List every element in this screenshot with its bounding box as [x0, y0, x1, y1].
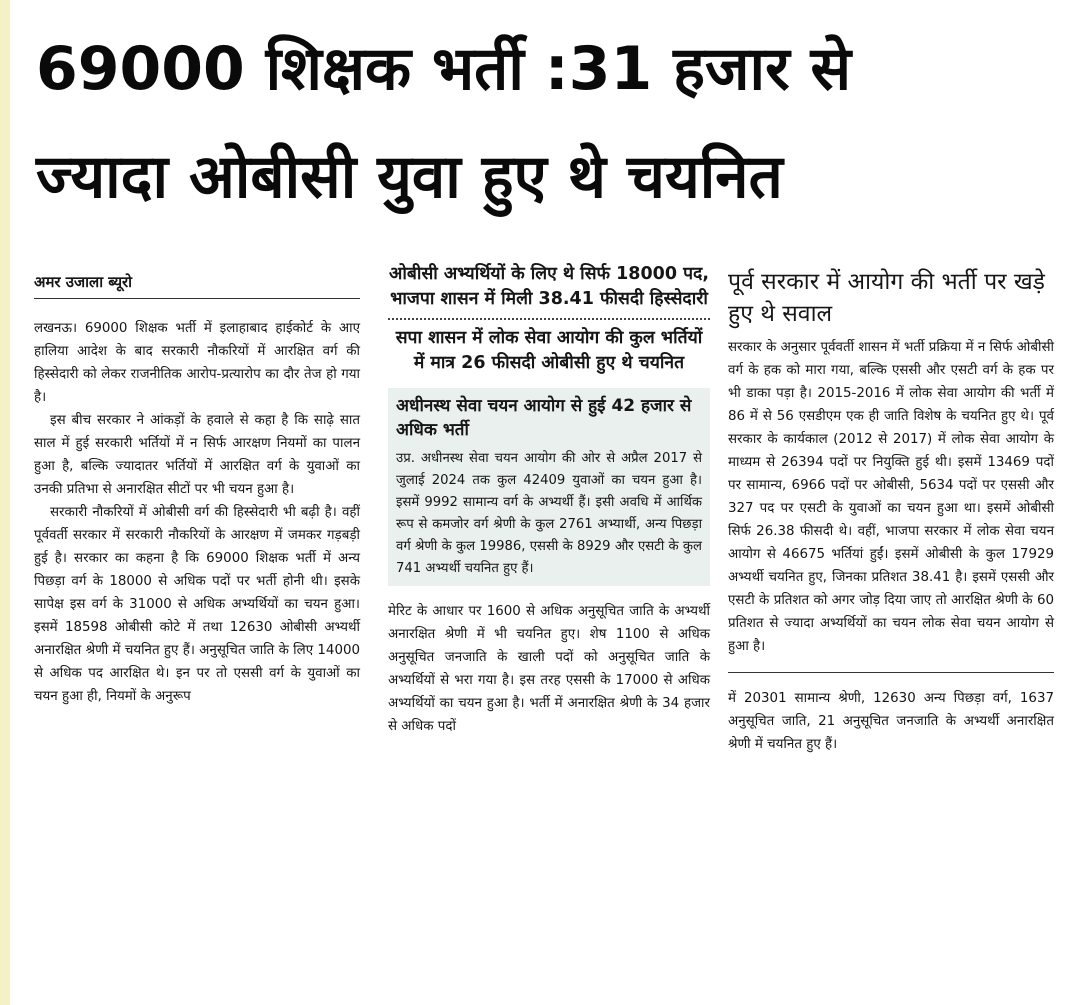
paragraph-2: इस बीच सरकार ने आंकड़ों के हवाले से कहा है कि साढ़े सात साल में हुई सरकारी भर्तियों में न सिर्फ आरक्षण नियमों का पालन हुआ है, बल्कि ज्यादातर भर्तियों में आरक्षित वर्ग के युवाओं का उनकी प्रतिभा से अनारक्षित सीटों पर भी चयन हुआ है।	[34, 413, 360, 497]
column-3	[728, 262, 1054, 756]
byline-rule	[34, 298, 360, 299]
column-3-text-2: में 20301 सामान्य श्रेणी, 12630 अन्य पिछड़ा वर्ग, 1637 अनुसूचित जाति, 21 अनुसूचित जनजाति के अभ्यर्थी अनारक्षित श्रेणी में चयनित हुए हैं।	[728, 691, 1054, 752]
byline: अमर उजाला ब्यूरो	[34, 273, 133, 291]
column-3-text: सरकार के अनुसार पूर्ववर्ती शासन में भर्ती प्रक्रिया में न सिर्फ ओबीसी वर्ग के हक को मारा गया, बल्कि एससी और एसटी वर्ग के हक पर भी डाका पड़ा है। 2015-2016 में लोक सेवा आयोग की भर्ती में 86 में से 56 एसडीएम एक ही जाति विशेष के चयनित हुए थे। पूर्व सरकार के कार्यकाल (2012 से 2017) में लोक सेवा आयोग के माध्यम से 26394 पदों पर नियुक्ति हुई थी। इसमें 13469 पदों पर सामान्य, 6966 पदों पर ओबीसी, 5634 पदों पर एससी और 327 पद पर एसटी के युवाओं का चयन हुआ था। इसमें ओबीसी सिर्फ 26.38 फीसदी थे। वहीं, भाजपा सरकार में लोक सेवा चयन आयोग से 46675 भर्तियां हुईं। इसमें ओबीसी के कुल 17929 अभ्यर्थी चयनित हुए, जिनका प्रतिशत 38.41 है। इसमें एससी और एसटी के प्रतिशत को अगर जोड़ दिया जाए तो आरक्षित श्रेणी के 60 प्रतिशत से ज्यादा अभ्यर्थियों का चयन लोक सेवा चयन आयोग से हुआ है।	[728, 340, 1054, 654]
column-3-rule	[728, 672, 1054, 673]
page-edge	[0, 0, 10, 1005]
subheading-2: सपा शासन में लोक सेवा आयोग की कुल भर्तियों में मात्र 26 फीसदी ओबीसी हुए थे चयनित	[395, 328, 703, 373]
subheading-divider	[388, 318, 710, 320]
highlight-box	[388, 388, 710, 586]
paragraph-3: सरकारी नौकरियों में ओबीसी वर्ग की हिस्सेदारी भी बढ़ी है। वहीं पूर्ववर्ती सरकार में सरकारी नौकरियों के आरक्षण में जमकर गड़बड़ी हुई है। सरकार का कहना है कि 69000 शिक्षक भर्ती में अन्य पिछड़ा वर्ग के 18000 से अधिक पदों पर भर्ती होनी थी। इसके सापेक्ष इस वर्ग के 31000 से अधिक अभ्यर्थियों का चयन हुआ। इसमें 18598 ओबीसी कोटे में तथा 12630 ओबीसी अभ्यर्थी अनारक्षित श्रेणी में चयनित हुए हैं। अनुसूचित जाति के लिए 14000 से अधिक पद आरक्षित थे। इन पर तो एससी वर्ग के युवाओं का चयन हुआ ही, नियमों के अनुरूप	[34, 505, 360, 704]
box-heading: अधीनस्थ सेवा चयन आयोग से हुई 42 हजार से अधिक भर्ती	[396, 396, 692, 440]
column-3-heading: पूर्व सरकार में आयोग की भर्ती पर खड़े हुए थे सवाल	[728, 269, 1045, 327]
headline-line-2: ज्यादा ओबीसी युवा हुए थे चयनित	[36, 142, 783, 212]
box-text: उप्र. अधीनस्थ सेवा चयन आयोग की ओर से अप्रैल 2017 से जुलाई 2024 तक कुल 42409 युवाओं का चयन हुआ है। इसमें 9992 सामान्य वर्ग के अभ्यर्थी हैं। इसी अवधि में आर्थिक रूप से कमजोर वर्ग श्रेणी के कुल 2761 अभ्यार्थी, अन्य पिछड़ा वर्ग श्रेणी के कुल 19986, एससी के 8929 और एसटी के कुल 741 अभ्यर्थी चयनित हुए हैं।	[396, 451, 702, 576]
column-2-text: मेरिट के आधार पर 1600 से अधिक अनुसूचित जाति के अभ्यर्थी अनारक्षित श्रेणी में भी चयनित हुए। शेष 1100 से अधिक अनुसूचित जनजाति के खाली पदों को अनुसूचित जाति के अभ्यर्थियों से भरा गया है। इस तरह एससी के 17000 से अधिक अभ्यर्थियों का चयन हुआ है। भर्ती में अनारक्षित श्रेणी के 34 हजार से अधिक पदों	[388, 604, 710, 734]
paragraph-1: लखनऊ। 69000 शिक्षक भर्ती में इलाहाबाद हाईकोर्ट के आए हालिया आदेश के बाद सरकारी नौकरियों में आरक्षित वर्ग की हिस्सेदारी को लेकर राजनीतिक आरोप-प्रत्यारोप का दौर तेज हो गया है।	[34, 321, 360, 405]
column-1	[34, 262, 360, 708]
subheading-1: ओबीसी अभ्यर्थियों के लिए थे सिर्फ 18000 पद, भाजपा शासन में मिली 38.41 फीसदी हिस्सेदारी	[389, 264, 709, 309]
headline-line-1: 69000 शिक्षक भर्ती :31 हजार से	[36, 34, 852, 104]
column-2	[388, 262, 710, 738]
